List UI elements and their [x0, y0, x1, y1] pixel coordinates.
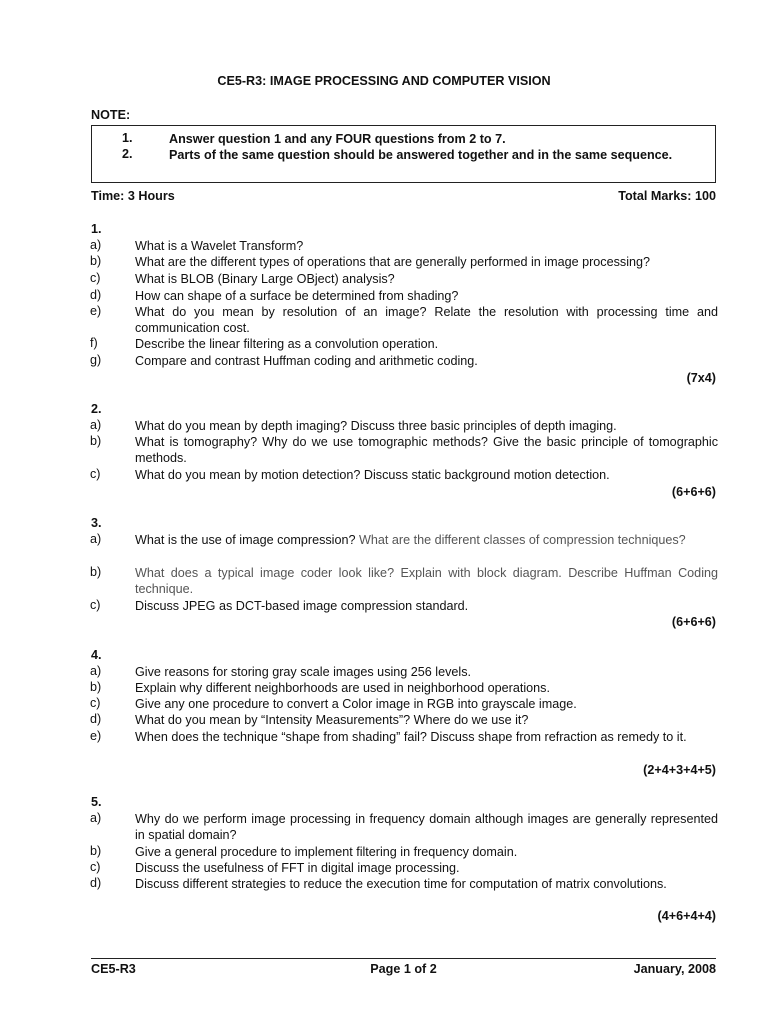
part-label: e) [90, 729, 102, 743]
part-label: g) [90, 353, 102, 367]
part-label: b) [90, 844, 102, 858]
part-text: What do you mean by depth imaging? Discuss three basic principles of depth imaging. [135, 419, 617, 433]
part-text: How can shape of a surface be determined from shading? [135, 289, 459, 303]
question-marks: (2+4+3+4+5) [643, 763, 716, 777]
part-label: c) [90, 598, 101, 612]
part-label: d) [90, 712, 102, 726]
part-label: d) [90, 288, 102, 302]
part-text: When does the technique “shape from shading” fail? Discuss shape from refraction as remedy to it. [135, 730, 687, 744]
part-label: d) [90, 876, 102, 890]
part-text-secondary: What are the different classes of compression techniques? [355, 533, 686, 547]
question-number: 4. [91, 648, 102, 662]
part-label: a) [90, 811, 102, 825]
part-text: What do you mean by “Intensity Measurements”? Where do we use it? [135, 713, 529, 727]
part-text: What do you mean by motion detection? Discuss static background motion detection. [135, 468, 610, 482]
part-text: Why do we perform image processing in frequency domain although images are generally represented in spatial domain? [135, 812, 718, 843]
part-text: Explain why different neighborhoods are used in neighborhood operations. [135, 681, 550, 695]
note-box [91, 125, 716, 183]
part-text: Discuss the usefulness of FFT in digital image processing. [135, 861, 460, 875]
part-label: a) [90, 238, 102, 252]
part-text: Describe the linear filtering as a convolution operation. [135, 337, 439, 351]
question-marks: (7x4) [686, 371, 716, 385]
question-number: 1. [91, 222, 102, 236]
part-text [135, 532, 718, 548]
part-text: Discuss different strategies to reduce the execution time for computation of matrix convolutions. [135, 877, 667, 891]
note-label: NOTE: [91, 108, 131, 122]
question-marks: (6+6+6) [671, 615, 716, 629]
footer-date: January, 2008 [633, 962, 716, 976]
part-text: Give a general procedure to implement filtering in frequency domain. [135, 845, 518, 859]
part-label: c) [90, 467, 101, 481]
note-item-text: Parts of the same question should be answered together and in the same sequence. [169, 148, 673, 162]
part-text: What do you mean by resolution of an image? Relate the resolution with processing time and communication cost. [135, 305, 718, 336]
part-text: Compare and contrast Huffman coding and arithmetic coding. [135, 354, 478, 368]
page-number: Page 1 of 2 [370, 962, 437, 976]
part-label: f) [90, 336, 98, 350]
note-item-number: 2. [122, 147, 133, 161]
question-marks: (6+6+6) [671, 485, 716, 499]
footer-code: CE5-R3 [91, 962, 136, 976]
footer-divider [91, 958, 716, 959]
part-label: a) [90, 418, 102, 432]
part-text: Give any one procedure to convert a Color image in RGB into grayscale image. [135, 697, 577, 711]
question-number: 2. [91, 402, 102, 416]
part-text: Discuss JPEG as DCT-based image compression standard. [135, 599, 469, 613]
question-number: 3. [91, 516, 102, 530]
note-item-text: Answer question 1 and any FOUR questions from 2 to 7. [169, 132, 506, 146]
part-label: b) [90, 254, 102, 268]
part-label: b) [90, 434, 102, 448]
part-text: What are the different types of operations that are generally performed in image processing? [135, 255, 651, 269]
part-label: c) [90, 271, 101, 285]
part-label: b) [90, 565, 102, 579]
part-text-primary: What is the use of image compression? [135, 533, 356, 547]
part-label: b) [90, 680, 102, 694]
part-text: What is tomography? Why do we use tomographic methods? Give the basic principle of tomographic methods. [135, 435, 718, 466]
part-text: What is BLOB (Binary Large OBject) analysis? [135, 272, 395, 286]
part-label: c) [90, 860, 101, 874]
note-item-number: 1. [122, 131, 133, 145]
part-label: c) [90, 696, 101, 710]
part-text: What is a Wavelet Transform? [135, 239, 304, 253]
part-text: Give reasons for storing gray scale images using 256 levels. [135, 665, 471, 679]
part-text: What does a typical image coder look like? Explain with block diagram. Describe Huffman Coding technique. [135, 566, 718, 597]
page-title: CE5-R3: IMAGE PROCESSING AND COMPUTER VISION [217, 74, 551, 88]
question-number: 5. [91, 795, 102, 809]
part-label: a) [90, 532, 102, 546]
part-label: a) [90, 664, 102, 678]
question-marks: (4+6+4+4) [657, 909, 716, 923]
total-marks: Total Marks: 100 [618, 189, 716, 203]
part-label: e) [90, 304, 102, 318]
time-allowed: Time: 3 Hours [91, 189, 175, 203]
